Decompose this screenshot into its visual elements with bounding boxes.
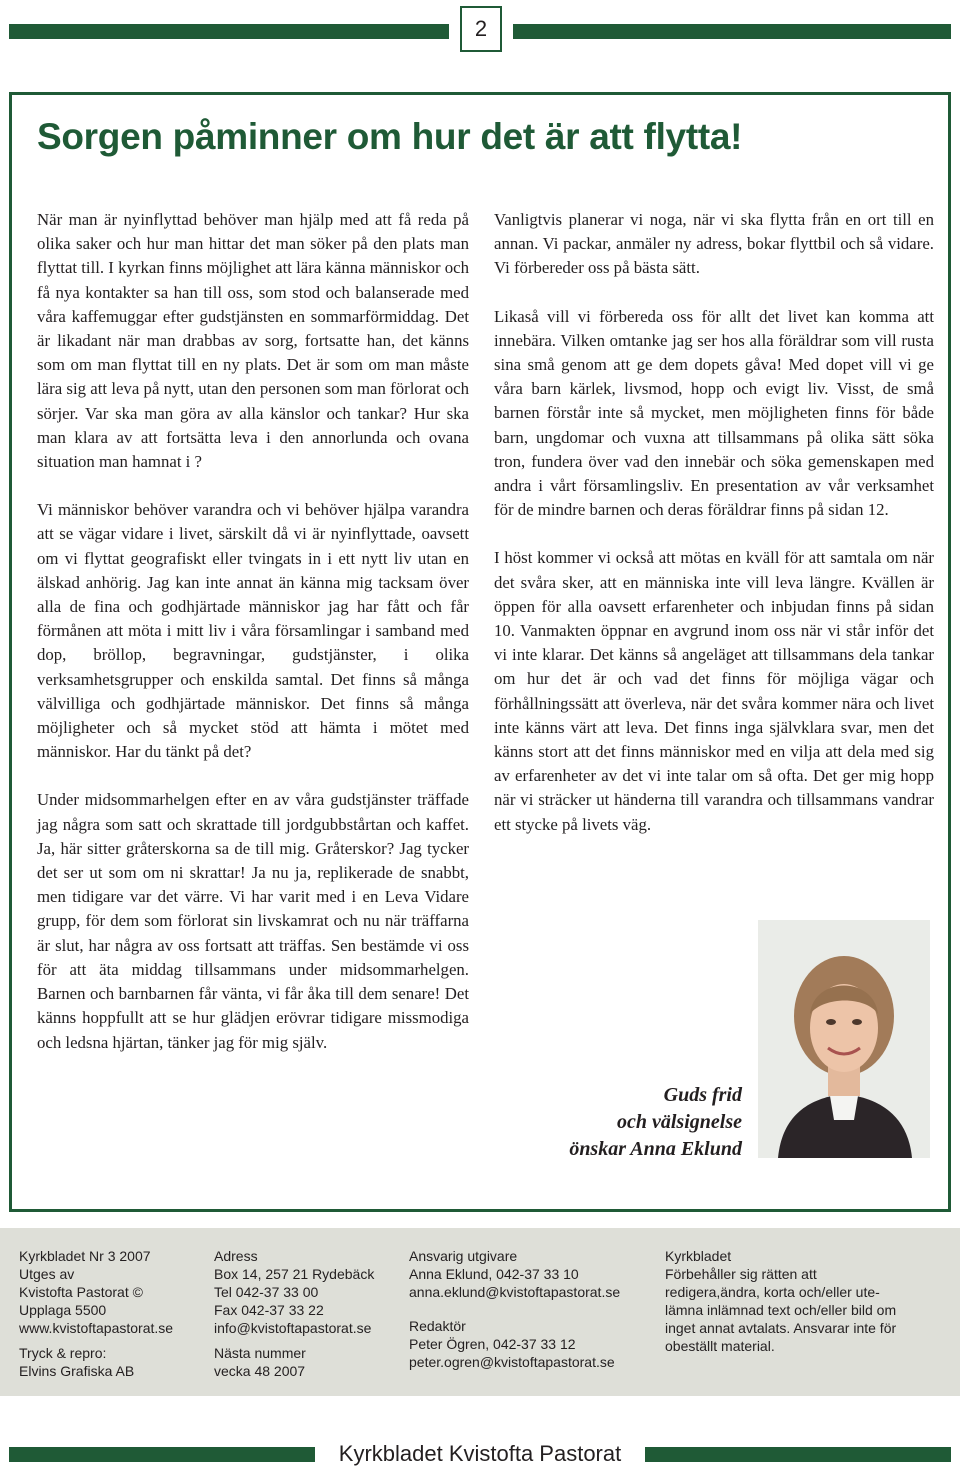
- footer-editors: [409, 1247, 620, 1371]
- footer-line: Ansvarig utgivare: [409, 1248, 518, 1264]
- paragraph: I höst kommer vi också att mötas en kväll för att samtala om när det svåra sker, att en människa inte vill leva längre. Kvällen är öppen för alla oavsett erfarenheter och inbjudan finns på sidan 10. Vanmakten öppnar en avgrund inom oss när vi står inför det vi inte klarar. Det känns så angeläget att tillsammans dela tankar om hur det är och vad det finns för möjliga vägar och förhållningssätt att överleva, när det svåra kommer nära och livet inte känns värt att leva. Det finns inga självklara svar, men det känns stort att det finns människor med en vilja att dela med sig av erfarenheter av det vi inte talar om så ofta. Det ger mig hopp när vi sträcker ut händerna till varandra och tillsammans vandrar ett stycke på livets väg.: [494, 548, 934, 834]
- publication-name: Kyrkbladet Kvistofta Pastorat: [338, 1441, 622, 1466]
- footer-line: vecka 48 2007: [214, 1363, 306, 1379]
- footer-line: Elvins Grafiska AB: [19, 1363, 135, 1379]
- header-bar-right: [513, 24, 951, 39]
- footer-line: www.kvistoftapastorat.se: [19, 1320, 174, 1336]
- paragraph: Likaså vill vi förbereda oss för allt det livet kan komma att innebära. Vilken omtanke jag ser hos alla föräldrar som vill rusta sina små genom att ge dem dopets gåva! Med dopet vill vi ge våra barn kärlek, livsmod, hopp och evigt liv. Visst, de små barnen förstår inte så mycket, men möjligheten finns för både barn, ungdomar och vuxna att tillsammans på olika sätt söka tron, fundera över vad den innebär och söka gemenskapen med andra i vårt församlingsliv. En presentation av vår verksamhet för de mindre barnen och deras föräldrar finns på sidan 12.: [494, 306, 934, 520]
- footer-line: lämna inlämnad text och/eller bild om: [665, 1302, 897, 1318]
- article-column-right: [494, 208, 934, 861]
- footer-line: Kvistofta Pastorat ©: [19, 1284, 143, 1300]
- footer-line: Kyrkbladet: [665, 1248, 732, 1264]
- footer-line: Anna Eklund, 042-37 33 10: [409, 1266, 579, 1282]
- paragraph: När man är nyinflyttad behöver man hjälp med att få reda på olika saker och hur man hittar det man söker på den plats man flyttat till. I kyrkan finns möjlighet att lära känna människor och få nya kontakter sa han till oss, som stod och balanserade med våra kaffemuggar efter gudstjänsten en sommarförmiddag. Det är likadant när man drabbas av sorg, fortsatte han, det känns som om man flyttat till en ny plats. Det är som om man måste lära sig att leva på nytt, utan den personen som man förlorat och sörjer. Var ska man göra av alla känslor och tankar? Hur ska man klara av att fortsätta leva i den annorlunda och ovana situation man hamnat i ?: [37, 210, 470, 472]
- footer-line: redigera,ändra, korta och/eller ute-: [665, 1284, 880, 1300]
- portrait-illustration: [758, 920, 930, 1158]
- portrait-photo: [758, 920, 930, 1158]
- footer-line: Redaktör: [409, 1318, 466, 1334]
- article-title: Sorgen påminner om hur det är att flytta!: [37, 116, 743, 157]
- signature-line: Guds frid: [663, 1084, 742, 1106]
- footer-line: Adress: [214, 1248, 258, 1264]
- footer-line: Förbehåller sig rätten att: [665, 1266, 817, 1282]
- footer-line: info@kvistoftapastorat.se: [214, 1320, 372, 1336]
- footer-line: Nästa nummer: [214, 1345, 306, 1361]
- footer-line: obeställt material.: [665, 1338, 775, 1354]
- footer-line: Utges av: [19, 1266, 75, 1282]
- footer-line: Upplaga 5500: [19, 1302, 107, 1318]
- article-column-left: [37, 208, 469, 1079]
- footer-publication-info: [19, 1247, 173, 1380]
- signature: [520, 1082, 742, 1163]
- footer-line: Peter Ögren, 042-37 33 12: [409, 1336, 576, 1352]
- footer-line: Tryck & repro:: [19, 1345, 107, 1361]
- footer-line: inget annat avtalats. Ansvarar inte för: [665, 1320, 897, 1336]
- footer-line: Box 14, 257 21 Rydebäck: [214, 1266, 375, 1282]
- footer-address: [214, 1247, 374, 1380]
- footer-line: peter.ogren@kvistoftapastorat.se: [409, 1354, 615, 1370]
- footer-line: Tel 042-37 33 00: [214, 1284, 319, 1300]
- paragraph: Vi människor behöver varandra och vi behöver hjälpa varandra att se vägar vidare i livet, särskilt då vi är nyinflyttade, oavsett om vi flyttat geografiskt eller tvingats in i ett nytt liv utan en älskad anhörig. Jag kan inte annat än känna mig tacksam över alla de fina och godhjärtade människor jag har fått och får förmånen att möta i mitt liv i våra församlingar i samband med dop, bröllop, begravningar, gudstjänster, i olika verksamhetsgrupper och enskilda samtal. Det finns så många välvilliga och godhjärtade människor. Det finns så många möjligheter och så mycket stöd att hämta i mötet med människor. Har du tänkt på det?: [37, 500, 469, 762]
- paragraph: Under midsommarhelgen efter en av våra gudstjänster träffade jag några som satt och skrattade till jordgubbstårtan och kaffet. Ja, här sitter gråterskorna sa de till mig. Gråterskor? Jag tycker det ser ut som om ni skrattar! Ja nu ja, replikerade de snabbt, men tidigare var det värre. Vi har varit med i en Leva Vidare grupp, för dem som förlorat sin livskamrat och nu när träffarna är slut, har några av oss fortsatt att träffas. Sen bestämde vi oss för att äta middag tillsammans under midsommarhelgen. Barnen och barnbarnen får vänta, vi får åka till dem senare! Det känns hoppfullt att se hur glädjen erövrar tidigare missmodiga och ledsna hjärtan, tänker jag för mig själv.: [37, 790, 469, 1052]
- header-bar-left: [9, 24, 449, 39]
- footer-line: Fax 042-37 33 22: [214, 1302, 324, 1318]
- signature-line: önskar Anna Eklund: [569, 1138, 742, 1160]
- paragraph: Vanligtvis planerar vi noga, när vi ska flytta från en ort till en annan. Vi packar, anmäler ny adress, bokar flyttbil och så vidare. Vi förbereder oss på bästa sätt.: [494, 210, 934, 278]
- signature-line: och välsignelse: [617, 1111, 742, 1133]
- footer-disclaimer: [665, 1247, 896, 1355]
- footer-info: [0, 1228, 960, 1396]
- footer-line: Kyrkbladet Nr 3 2007: [19, 1248, 151, 1264]
- footer-line: anna.eklund@kvistoftapastorat.se: [409, 1284, 621, 1300]
- page-number: 2: [460, 6, 502, 52]
